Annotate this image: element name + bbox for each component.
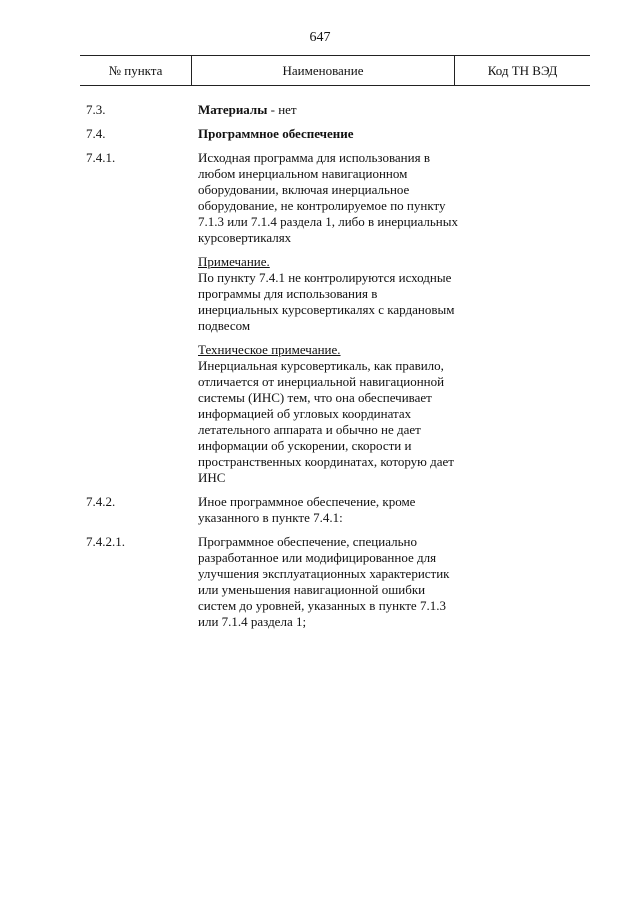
technical-note-text: Инерциальная курсовертикаль, как правило, отличается от инерциальной навигационной системы (ИНС) тем, что она обеспечивает информацией об угловых координатах летательного аппарата и обычно не дает информации об ускорении, скорости и пространственных координатах, которую дает ИНС (198, 358, 454, 485)
technical-note (198, 342, 458, 486)
item-text (198, 126, 458, 142)
header-name: Наименование (191, 56, 455, 85)
note-text: По пункту 7.4.1 не контролируются исходные программы для использования в инерциальных курсовертикалях с кардановым подвесом (198, 270, 455, 333)
item-number: 7.3. (86, 102, 106, 117)
item-number: 7.4.1. (86, 150, 116, 165)
item-description: Иное программное обеспечение, кроме указанного в пункте 7.4.1: (198, 494, 416, 525)
entry-7-3 (0, 102, 640, 118)
item-number: 7.4. (86, 126, 106, 141)
table-header (80, 55, 590, 86)
item-description: Исходная программа для использования в любом инерциальном навигационном оборудовании, включая инерциальное оборудование, не контролируемое по пункту 7.1.3 или 7.1.4 раздела 1, либо в инерциальных курсовертикалях (198, 150, 458, 245)
document-body (0, 102, 640, 638)
entry-7-4 (0, 126, 640, 142)
item-title: Программное обеспечение (198, 126, 354, 141)
item-text (198, 102, 458, 118)
item-number: 7.4.2.1. (86, 534, 125, 549)
technical-note-heading: Техническое примечание. (198, 342, 341, 357)
item-title-rest: - нет (267, 102, 297, 117)
note-heading: Примечание. (198, 254, 270, 269)
note (198, 254, 458, 334)
entry-7-4-1 (0, 150, 640, 486)
item-text (198, 150, 458, 486)
entry-7-4-2-1 (0, 534, 640, 630)
item-number: 7.4.2. (86, 494, 116, 509)
item-description: Программное обеспечение, специально разработанное или модифицированное для улучшения эксплуатационных характеристик или уменьшения навигационной ошибки систем до уровней, указанных в пункте 7.1.3 или 7.1.4 раздела 1; (198, 534, 450, 629)
header-item-number: № пункта (108, 62, 163, 78)
header-tnved-code: Код ТН ВЭД (487, 62, 558, 78)
entry-7-4-2 (0, 494, 640, 526)
item-title: Материалы (198, 102, 268, 117)
page-number: 647 (309, 30, 331, 45)
